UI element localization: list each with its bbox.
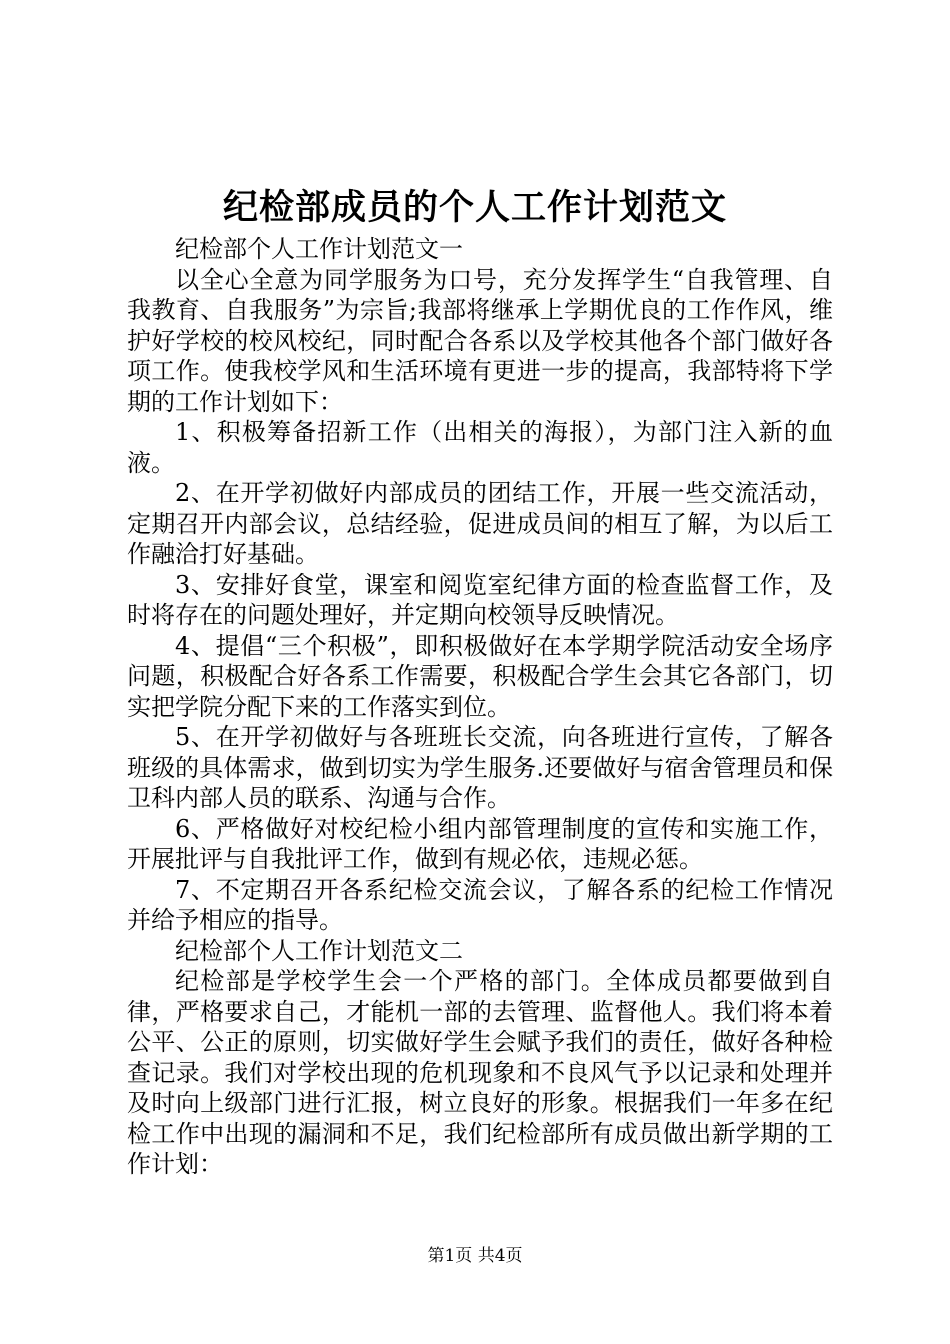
plan-item-1: 1、积极筹备招新工作（出相关的海报），为部门注入新的血液。 xyxy=(127,418,833,477)
plan-item-4: 4、提倡“三个积极”，即积极做好在本学期学院活动安全场序问题，积极配合好各系工作需要，积极配合学生会其它各部门，切实把学院分配下来的工作落实到位。 xyxy=(127,631,833,721)
intro-paragraph: 以全心全意为同学服务为口号，充分发挥学生“自我管理、自我教育、自我服务”为宗旨;我部将继承上学期优良的工作作风，维护好学校的校风校纪，同时配合各系以及学校其他各个部门做好各项工作。使我校学风和生活环境有更进一步的提高，我部特将下学期的工作计划如下： xyxy=(127,265,833,416)
section-heading-2: 纪检部个人工作计划范文二 xyxy=(175,936,463,965)
plan-item-5: 5、在开学初做好与各班班长交流，向各班进行宣传，了解各班级的具体需求，做到切实为学生服务.还要做好与宿舍管理员和保卫科内部人员的联系、沟通与合作。 xyxy=(127,723,833,812)
plan-item-3: 3、安排好食堂，课室和阅览室纪律方面的检查监督工作，及时将存在的问题处理好，并定期向校领导反映情况。 xyxy=(127,570,833,629)
section2-paragraph: 纪检部是学校学生会一个严格的部门。全体成员都要做到自律，严格要求自己，才能机一部的去管理、监督他人。我们将本着公平、公正的原则，切实做好学生会赋予我们的责任，做好各种检查记录。我们对学校出现的危机现象和不良风气予以记录和处理并及时向上级部门进行汇报，树立良好的形象。根据我们一年多在纪检工作中出现的漏洞和不足，我们纪检部所有成员做出新学期的工作计划： xyxy=(127,967,833,1178)
document-body xyxy=(127,234,833,1180)
document-title: 纪检部成员的个人工作计划范文 xyxy=(222,187,727,228)
page-number-footer: 第1页 共4页 xyxy=(427,1246,523,1266)
plan-item-7: 7、不定期召开各系纪检交流会议，了解各系的纪检工作情况并给予相应的指导。 xyxy=(127,875,833,934)
plan-item-6: 6、严格做好对校纪检小组内部管理制度的宣传和实施工作，开展批评与自我批评工作，做到有规必依，违规必惩。 xyxy=(127,814,833,873)
section-heading-1: 纪检部个人工作计划范文一 xyxy=(175,235,463,263)
plan-item-2: 2、在开学初做好内部成员的团结工作，开展一些交流活动，定期召开内部会议，总结经验，促进成员间的相互了解，为以后工作融洽打好基础。 xyxy=(127,479,833,568)
